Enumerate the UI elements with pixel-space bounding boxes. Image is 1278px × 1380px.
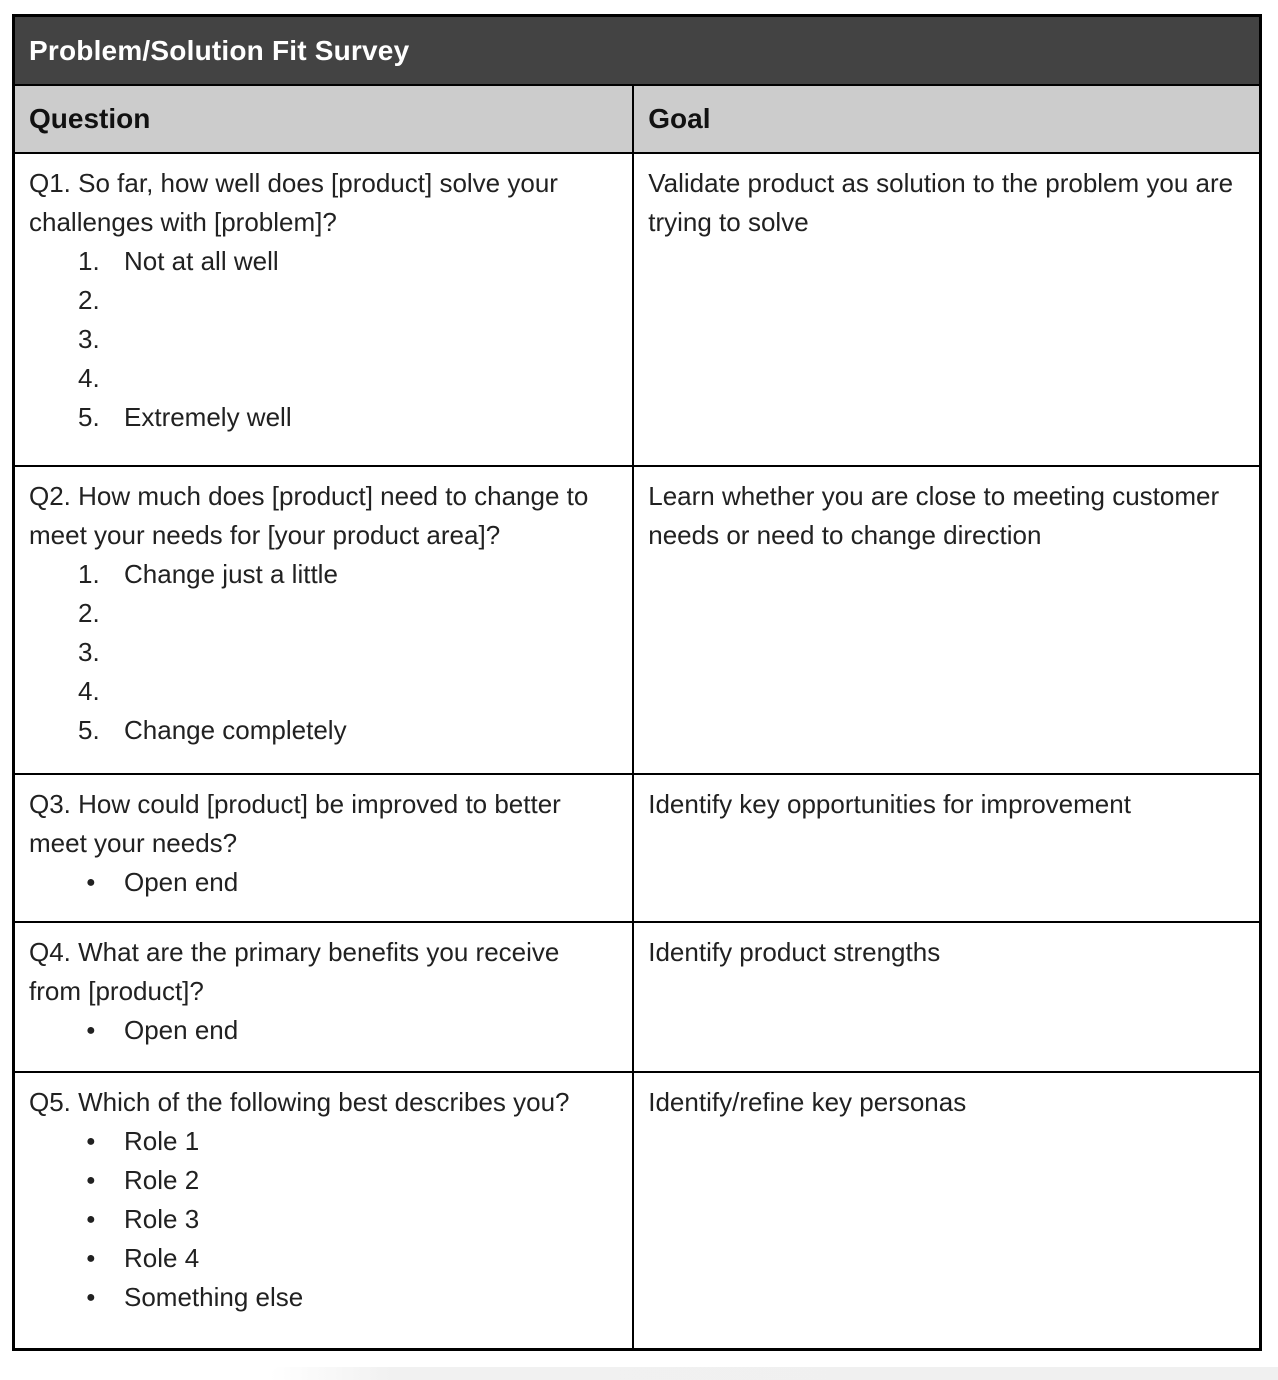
number-marker: 3. bbox=[78, 324, 100, 354]
goal-cell[interactable] bbox=[633, 1072, 1260, 1349]
option-label: Role 3 bbox=[124, 1204, 200, 1234]
bullet-marker: ● bbox=[86, 1250, 96, 1267]
bullet-marker: ● bbox=[86, 1211, 96, 1228]
number-marker: 4. bbox=[78, 363, 100, 393]
question-text: Q2. How much does [product] need to change to meet your needs for [your product area]? bbox=[29, 481, 589, 550]
goal-text: Validate product as solution to the problem you are trying to solve bbox=[648, 168, 1234, 237]
number-marker: 2. bbox=[78, 285, 100, 315]
option-item bbox=[29, 1161, 618, 1200]
column-header-question[interactable] bbox=[14, 85, 634, 153]
option-label: Role 4 bbox=[124, 1243, 200, 1273]
question-cell[interactable] bbox=[14, 1072, 634, 1349]
option-item bbox=[29, 672, 618, 711]
option-item bbox=[29, 281, 618, 320]
table-row bbox=[14, 1072, 1261, 1349]
question-cell[interactable] bbox=[14, 466, 634, 774]
page-bottom-shadow bbox=[270, 1367, 1278, 1380]
option-item bbox=[29, 863, 618, 902]
number-marker: 4. bbox=[78, 676, 100, 706]
number-marker: 1. bbox=[78, 246, 100, 276]
column-header-row bbox=[14, 85, 1261, 153]
option-item bbox=[29, 242, 618, 281]
question-cell[interactable] bbox=[14, 774, 634, 922]
question-text: Q4. What are the primary benefits you receive from [product]? bbox=[29, 937, 560, 1006]
bullet-marker: ● bbox=[86, 1289, 96, 1306]
option-list bbox=[29, 1122, 618, 1317]
option-item bbox=[29, 711, 618, 750]
column-header-question-label: Question bbox=[29, 103, 151, 134]
bullet-marker: ● bbox=[86, 1133, 96, 1150]
option-item bbox=[29, 320, 618, 359]
column-header-goal-label: Goal bbox=[648, 103, 711, 134]
option-label: Role 1 bbox=[124, 1126, 200, 1156]
option-label: Open end bbox=[124, 1015, 239, 1045]
option-item bbox=[29, 1239, 618, 1278]
option-label: Change completely bbox=[124, 715, 347, 745]
bullet-marker: ● bbox=[86, 1022, 96, 1039]
number-marker: 2. bbox=[78, 598, 100, 628]
table-row bbox=[14, 466, 1261, 774]
question-text: Q1. So far, how well does [product] solve your challenges with [problem]? bbox=[29, 168, 558, 237]
goal-cell[interactable] bbox=[633, 466, 1260, 774]
option-label: Role 2 bbox=[124, 1165, 200, 1195]
question-cell[interactable] bbox=[14, 153, 634, 466]
option-label: Open end bbox=[124, 867, 239, 897]
table-row bbox=[14, 922, 1261, 1072]
option-item bbox=[29, 1011, 618, 1050]
goal-text: Identify key opportunities for improvement bbox=[648, 789, 1131, 819]
option-label: Not at all well bbox=[124, 246, 279, 276]
goal-text: Identify product strengths bbox=[648, 937, 941, 967]
number-marker: 5. bbox=[78, 402, 100, 432]
table-title-cell[interactable] bbox=[14, 16, 1261, 86]
option-item bbox=[29, 594, 618, 633]
table-row bbox=[14, 774, 1261, 922]
goal-cell[interactable] bbox=[633, 774, 1260, 922]
option-item bbox=[29, 1200, 618, 1239]
question-text: Q3. How could [product] be improved to better meet your needs? bbox=[29, 789, 561, 858]
table-body bbox=[14, 153, 1261, 1349]
option-item bbox=[29, 398, 618, 437]
column-header-goal[interactable] bbox=[633, 85, 1260, 153]
option-list bbox=[29, 555, 618, 750]
goal-cell[interactable] bbox=[633, 922, 1260, 1072]
number-marker: 1. bbox=[78, 559, 100, 589]
question-cell[interactable] bbox=[14, 922, 634, 1072]
option-label: Change just a little bbox=[124, 559, 338, 589]
option-list bbox=[29, 1011, 618, 1050]
goal-text: Learn whether you are close to meeting customer needs or need to change direction bbox=[648, 481, 1220, 550]
option-item bbox=[29, 1122, 618, 1161]
table-row bbox=[14, 153, 1261, 466]
question-text: Q5. Which of the following best describes you? bbox=[29, 1087, 570, 1117]
title-row bbox=[14, 16, 1261, 86]
option-label: Extremely well bbox=[124, 402, 292, 432]
goal-cell[interactable] bbox=[633, 153, 1260, 466]
number-marker: 3. bbox=[78, 637, 100, 667]
option-list bbox=[29, 242, 618, 437]
option-item bbox=[29, 633, 618, 672]
option-item bbox=[29, 1278, 618, 1317]
table-title: Problem/Solution Fit Survey bbox=[29, 34, 410, 66]
option-label: Something else bbox=[124, 1282, 304, 1312]
option-item bbox=[29, 555, 618, 594]
survey-table bbox=[12, 14, 1262, 1351]
bullet-marker: ● bbox=[86, 1172, 96, 1189]
bullet-marker: ● bbox=[86, 874, 96, 891]
option-item bbox=[29, 359, 618, 398]
goal-text: Identify/refine key personas bbox=[648, 1087, 967, 1117]
option-list bbox=[29, 863, 618, 902]
number-marker: 5. bbox=[78, 715, 100, 745]
